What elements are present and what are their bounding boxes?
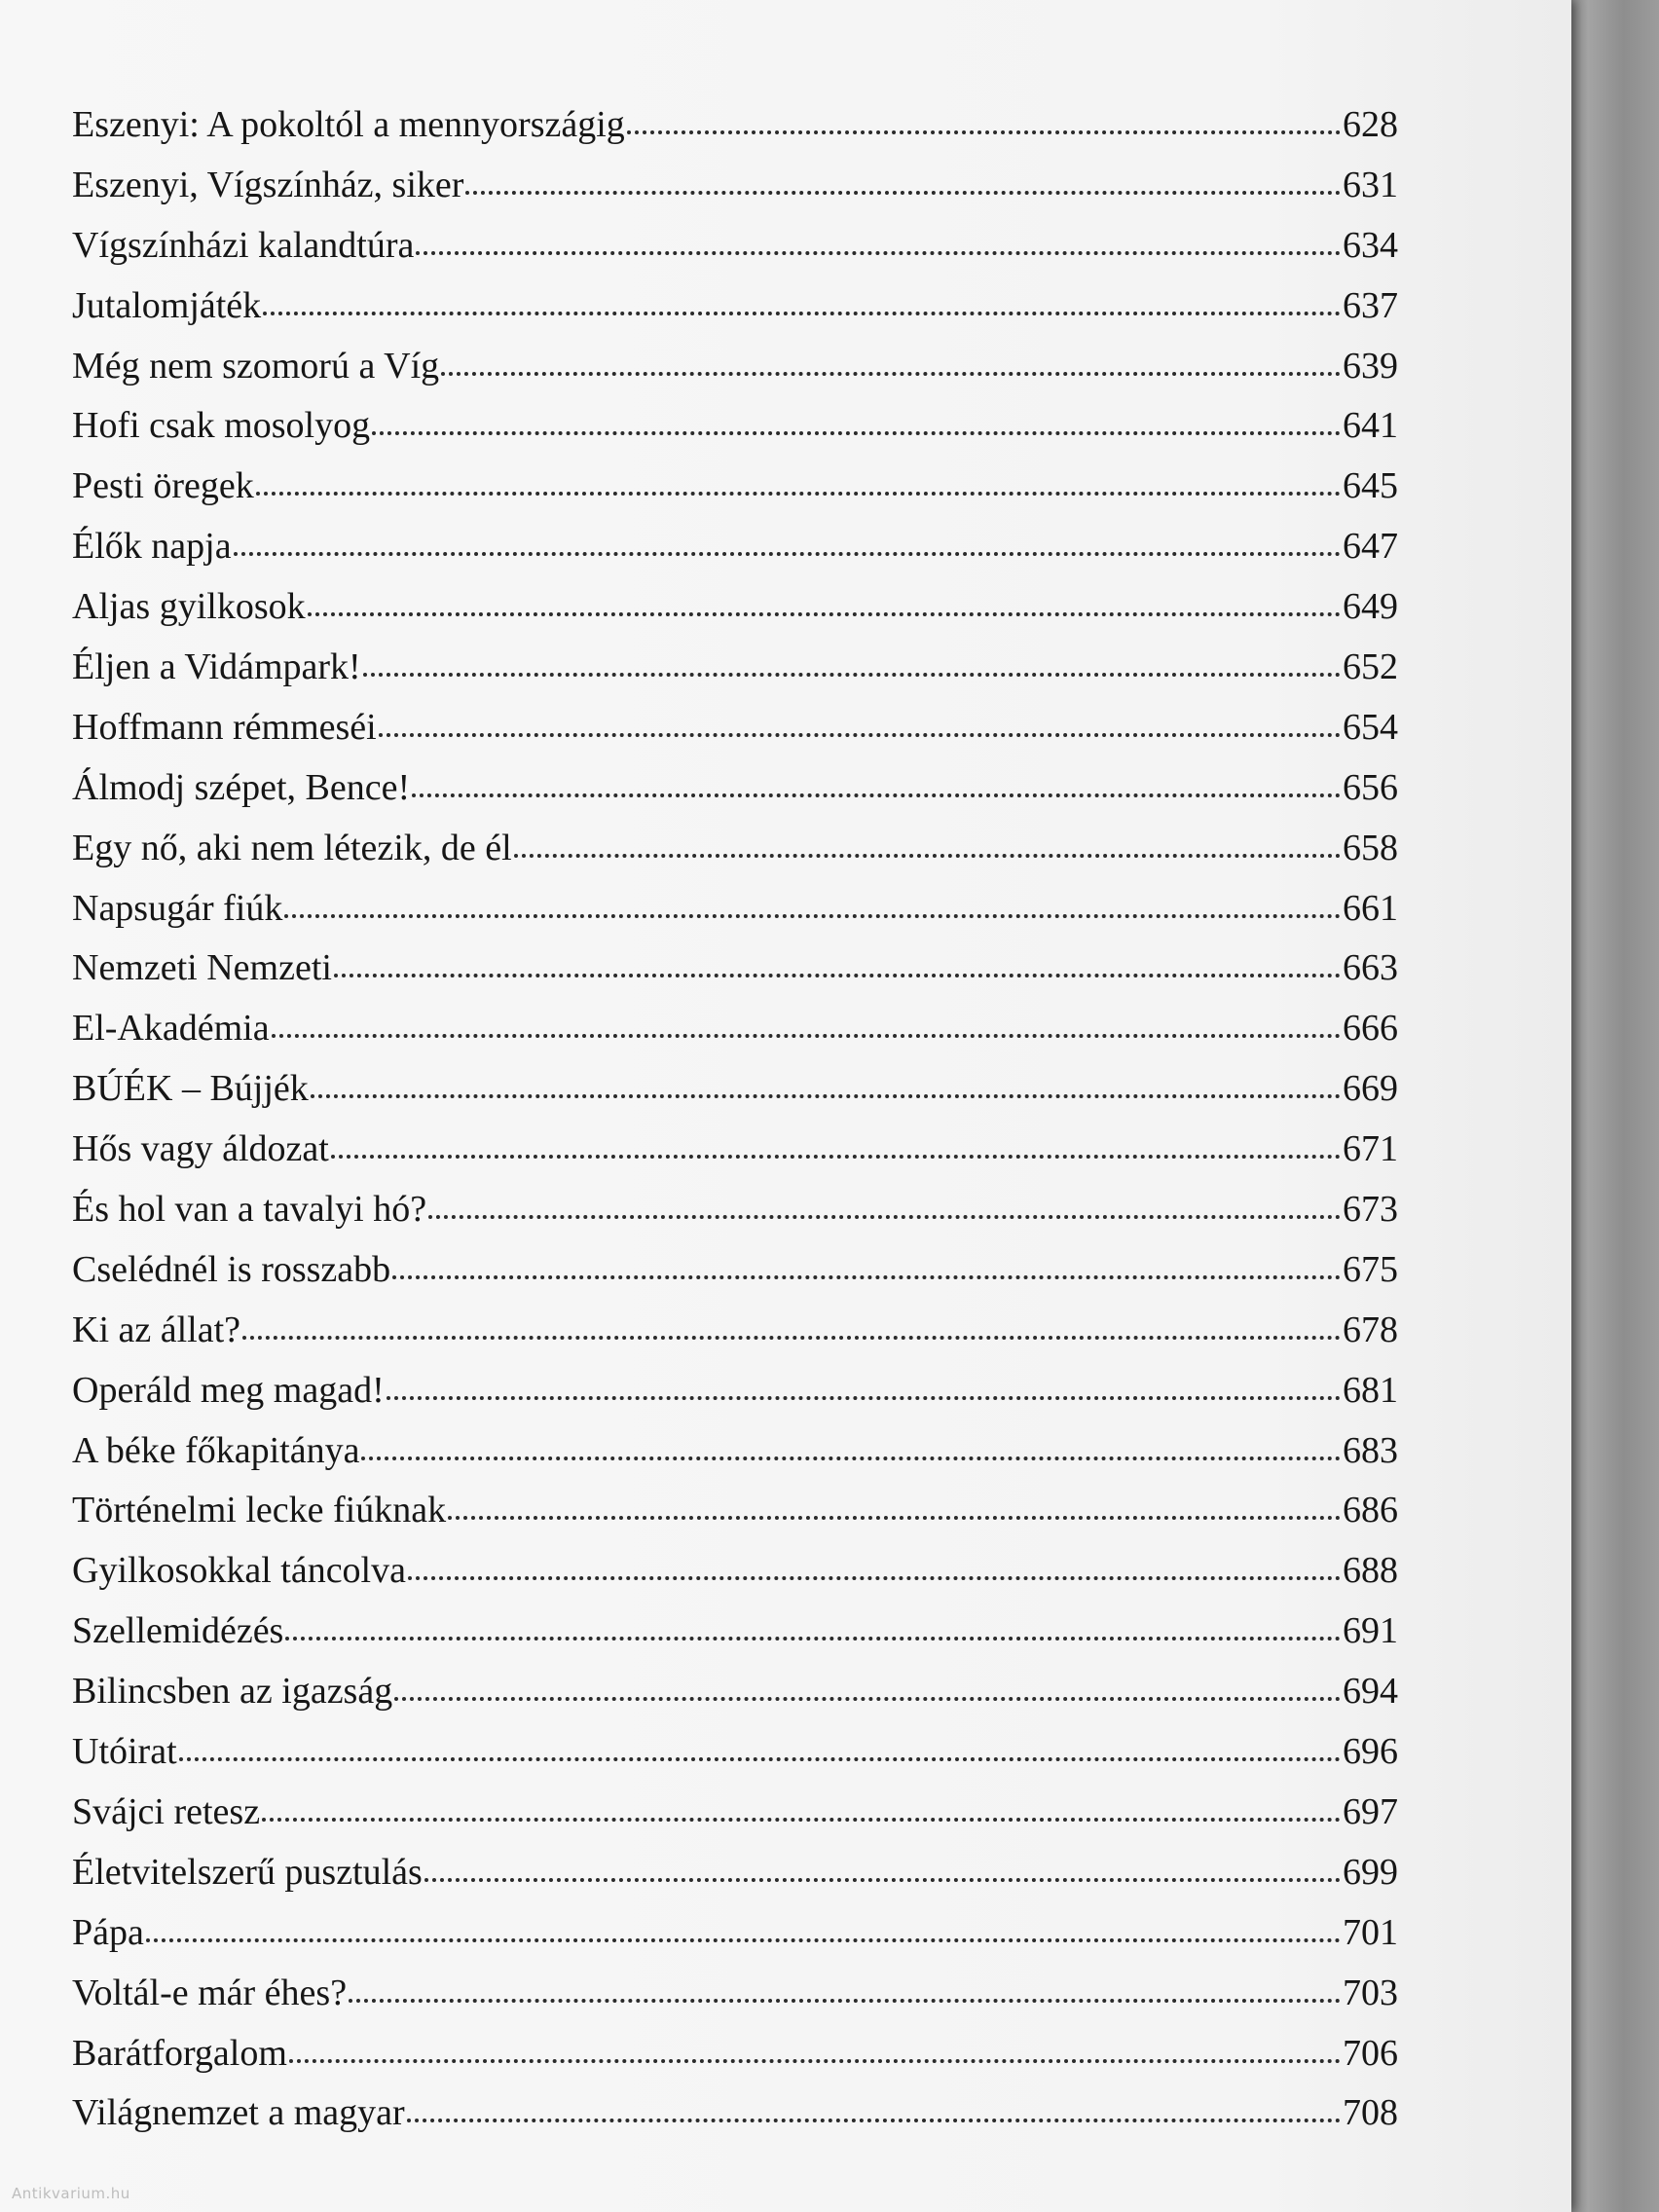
toc-entry-title: Éljen a Vidámpark! (72, 646, 361, 688)
dot-leader (334, 968, 1341, 977)
dot-leader (349, 1993, 1341, 2003)
toc-entry-title: Barátforgalom (72, 2032, 287, 2074)
toc-entry (72, 1301, 1398, 1361)
toc-entry-page-number: 666 (1343, 1008, 1398, 1050)
toc-entry-title: Voltál-e már éhes? (72, 1972, 348, 2013)
toc-entry-title: Aljas gyilkosok (72, 586, 306, 628)
toc-entry-title: Napsugár fiúk (72, 887, 283, 929)
dot-leader (408, 1570, 1341, 1580)
toc-entry-title: Egy nő, aki nem létezik, de él (72, 827, 512, 868)
toc-entry-title: Eszenyi, Vígszínház, siker (72, 164, 464, 205)
toc-entry (72, 1843, 1398, 1903)
toc-entry (72, 638, 1398, 698)
dot-leader (627, 125, 1341, 134)
toc-entry-title: Életvitelszerű pusztulás (72, 1851, 423, 1893)
toc-entry (72, 1361, 1398, 1421)
toc-entry-page-number: 678 (1343, 1309, 1398, 1350)
toc-entry-page-number: 628 (1343, 104, 1398, 145)
dot-leader (372, 425, 1341, 435)
watermark: Antikvarium.hu (12, 2185, 130, 2202)
dot-leader (289, 2053, 1341, 2063)
toc-entry (72, 1481, 1398, 1541)
toc-entry (72, 1120, 1398, 1180)
toc-entry-page-number: 641 (1343, 405, 1398, 447)
toc-entry-title: Vígszínházi kalandtúra (72, 224, 415, 266)
toc-entry-page-number: 683 (1343, 1429, 1398, 1471)
toc-entry (72, 95, 1398, 156)
toc-entry-page-number: 688 (1343, 1550, 1398, 1592)
dot-leader (331, 1149, 1341, 1159)
toc-entry-title: Cselédnél is rosszabb (72, 1248, 391, 1290)
toc-entry (72, 156, 1398, 216)
toc-entry-page-number: 671 (1343, 1128, 1398, 1170)
dot-leader (179, 1751, 1341, 1761)
toc-entry-page-number: 681 (1343, 1369, 1398, 1411)
dot-leader (514, 848, 1341, 858)
dot-leader (234, 546, 1341, 556)
toc-entry-title: Gyilkosokkal táncolva (72, 1550, 406, 1592)
toc-entry-title: Ki az állat? (72, 1309, 241, 1350)
dot-leader (308, 607, 1341, 616)
toc-entry-title: Nemzeti Nemzeti (72, 947, 332, 989)
toc-entry (72, 939, 1398, 999)
dot-leader (448, 1510, 1341, 1520)
toc-entry-page-number: 631 (1343, 164, 1398, 205)
toc-entry-page-number: 673 (1343, 1189, 1398, 1231)
dot-leader (424, 1872, 1341, 1882)
toc-entry-page-number: 634 (1343, 224, 1398, 266)
toc-entry-title: És hol van a tavalyi hó? (72, 1189, 427, 1231)
toc-entry-title: Hoffmann rémmeséi (72, 706, 377, 748)
toc-entry-page-number: 696 (1343, 1731, 1398, 1773)
background-surface (1558, 0, 1659, 2212)
toc-entry-title: Szellemidézés (72, 1610, 284, 1652)
toc-entry-title: Világnemzet a magyar (72, 2092, 405, 2134)
dot-leader (428, 1209, 1341, 1219)
toc-entry (72, 2083, 1398, 2144)
toc-entry-title: Hofi csak mosolyog (72, 405, 371, 447)
dot-leader (242, 1330, 1341, 1340)
toc-entry-page-number: 649 (1343, 586, 1398, 628)
toc-entry-page-number: 694 (1343, 1671, 1398, 1713)
dot-leader (379, 727, 1341, 737)
toc-entry (72, 999, 1398, 1059)
toc-entry (72, 1180, 1398, 1240)
dot-leader (146, 1933, 1341, 1942)
dot-leader (256, 486, 1341, 496)
toc-entry-page-number: 691 (1343, 1610, 1398, 1652)
dot-leader (263, 306, 1341, 315)
toc-entry (72, 819, 1398, 879)
dot-leader (407, 2113, 1341, 2122)
toc-entry-page-number: 675 (1343, 1248, 1398, 1290)
toc-entry (72, 698, 1398, 758)
toc-entry-title: Pápa (72, 1911, 144, 1953)
toc-entry-title: Jutalomjáték (72, 284, 262, 326)
dot-leader (394, 1691, 1341, 1701)
dot-leader (262, 1812, 1341, 1822)
dot-leader (412, 788, 1341, 797)
toc-entry-page-number: 663 (1343, 947, 1398, 989)
toc-entry-page-number: 686 (1343, 1490, 1398, 1531)
table-of-contents (72, 95, 1398, 2144)
toc-entry (72, 1903, 1398, 1964)
toc-entry-page-number: 661 (1343, 887, 1398, 929)
toc-entry (72, 1059, 1398, 1120)
dot-leader (311, 1088, 1341, 1098)
toc-entry (72, 1964, 1398, 2024)
toc-entry (72, 1662, 1398, 1722)
toc-entry (72, 216, 1398, 276)
toc-entry-page-number: 645 (1343, 465, 1398, 507)
toc-entry-title: Pesti öregek (72, 465, 254, 507)
toc-entry (72, 879, 1398, 940)
toc-entry-title: Hős vagy áldozat (72, 1128, 329, 1170)
dot-leader (284, 908, 1341, 918)
toc-entry-title: Élők napja (72, 526, 232, 568)
toc-entry (72, 1541, 1398, 1602)
toc-entry-page-number: 647 (1343, 526, 1398, 568)
toc-entry-title: El-Akadémia (72, 1008, 270, 1050)
dot-leader (272, 1028, 1341, 1038)
toc-entry-title: Operáld meg magad! (72, 1369, 385, 1411)
toc-entry (72, 1240, 1398, 1301)
toc-entry (72, 1722, 1398, 1783)
toc-entry (72, 577, 1398, 638)
toc-entry (72, 1602, 1398, 1662)
dot-leader (392, 1270, 1341, 1279)
toc-entry-page-number: 699 (1343, 1851, 1398, 1893)
toc-entry-page-number: 637 (1343, 284, 1398, 326)
toc-entry-page-number: 654 (1343, 706, 1398, 748)
toc-entry-page-number: 639 (1343, 345, 1398, 387)
toc-entry-title: Történelmi lecke fiúknak (72, 1490, 447, 1531)
toc-entry (72, 396, 1398, 457)
toc-entry-title: Még nem szomorú a Víg (72, 345, 440, 387)
dot-leader (441, 366, 1341, 376)
toc-entry-page-number: 703 (1343, 1972, 1398, 2013)
dot-leader (285, 1631, 1341, 1641)
toc-entry (72, 2024, 1398, 2084)
toc-entry-title: Bilincsben az igazság (72, 1671, 393, 1713)
toc-entry-title: Utóirat (72, 1731, 177, 1773)
toc-entry-page-number: 658 (1343, 827, 1398, 868)
dot-leader (416, 245, 1341, 255)
toc-entry-page-number: 656 (1343, 766, 1398, 808)
dot-leader (465, 185, 1341, 195)
toc-entry-page-number: 701 (1343, 1911, 1398, 1953)
toc-entry-title: Eszenyi: A pokoltól a mennyországig (72, 104, 625, 145)
toc-entry (72, 758, 1398, 819)
toc-entry-title: Álmodj szépet, Bence! (72, 766, 411, 808)
toc-entry-page-number: 669 (1343, 1068, 1398, 1110)
toc-entry (72, 1421, 1398, 1482)
dot-leader (387, 1390, 1341, 1400)
toc-entry (72, 337, 1398, 397)
toc-entry-page-number: 697 (1343, 1790, 1398, 1832)
toc-entry-title: BÚÉK – Bújjék (72, 1068, 309, 1110)
toc-entry-page-number: 708 (1343, 2092, 1398, 2134)
toc-entry (72, 276, 1398, 337)
dot-leader (361, 1451, 1341, 1460)
toc-entry-page-number: 652 (1343, 646, 1398, 688)
toc-entry-page-number: 706 (1343, 2032, 1398, 2074)
dot-leader (363, 667, 1341, 677)
toc-entry (72, 457, 1398, 517)
toc-entry (72, 517, 1398, 577)
toc-entry (72, 1783, 1398, 1843)
toc-entry-title: Svájci retesz (72, 1790, 261, 1832)
toc-entry-title: A béke főkapitánya (72, 1429, 360, 1471)
